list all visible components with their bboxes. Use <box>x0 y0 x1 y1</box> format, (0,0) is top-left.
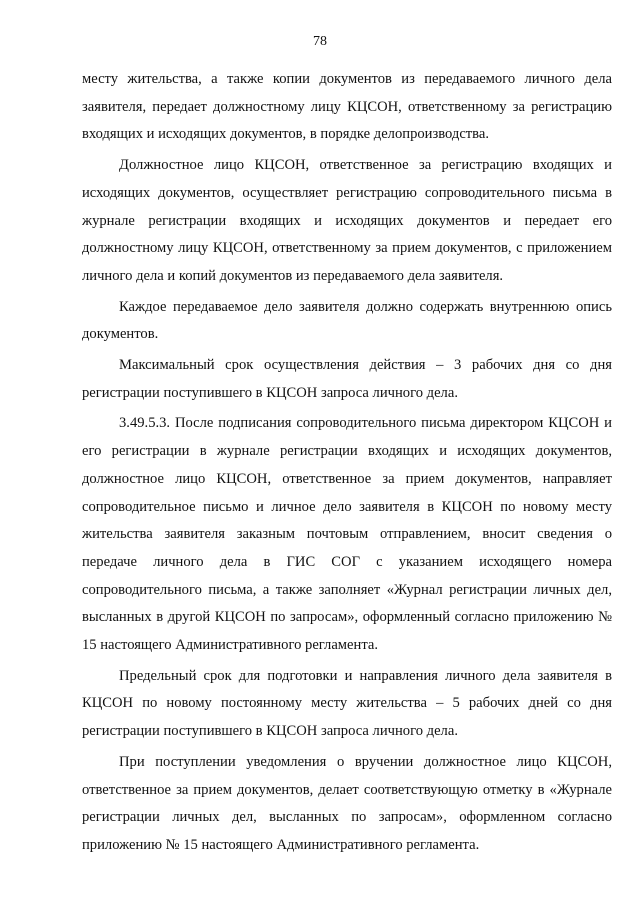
document-body <box>82 66 612 860</box>
paragraph: 3.49.5.3. После подписания сопроводительного письма директором КЦСОН и его регистрации в журнале регистрации входящих и исходящих документов, должностное лицо КЦСОН, ответственное за прием документов, направляет сопроводительное письмо и личное дело заявителя в КЦСОН по новому месту жительства заявителя заказным почтовым отправлением, вносит сведения о передаче личного дела в ГИС СОГ с указанием исходящего номера сопроводительного письма, а также заполняет «Журнал регистрации личных дел, высланных в другой КЦСОН по запросам», оформленный согласно приложению № 15 настоящего Административного регламента. <box>82 415 612 654</box>
page-number: 78 <box>313 34 327 49</box>
paragraph: Должностное лицо КЦСОН, ответственное за регистрацию входящих и исходящих документов, осуществляет регистрацию сопроводительного письма в журнале регистрации входящих и исходящих документов и передает его должностному лицу КЦСОН, ответственному за прием документов, с приложением личного дела и копий документов из передаваемого дела заявителя. <box>82 157 612 284</box>
paragraph: Максимальный срок осуществления действия – 3 рабочих дня со дня регистрации поступившего в КЦСОН запроса личного дела. <box>82 357 612 401</box>
paragraph: Каждое передаваемое дело заявителя должно содержать внутреннюю опись документов. <box>82 298 612 343</box>
paragraph: месту жительства, а также копии документов из передаваемого личного дела заявителя, передает должностному лицу КЦСОН, ответственному за регистрацию входящих и исходящих документов, в порядке делопроизводства. <box>82 71 612 143</box>
paragraph: Предельный срок для подготовки и направления личного дела заявителя в КЦСОН по новому постоянному месту жительства – 5 рабочих дней со дня регистрации поступившего в КЦСОН запроса личного дела. <box>82 667 612 740</box>
paragraph: При поступлении уведомления о вручении должностное лицо КЦСОН, ответственное за прием документов, делает соответствующую отметку в «Журнале регистрации личных дел, высланных по запросам», оформленном согласно приложению № 15 настоящего Административного регламента. <box>82 753 612 853</box>
